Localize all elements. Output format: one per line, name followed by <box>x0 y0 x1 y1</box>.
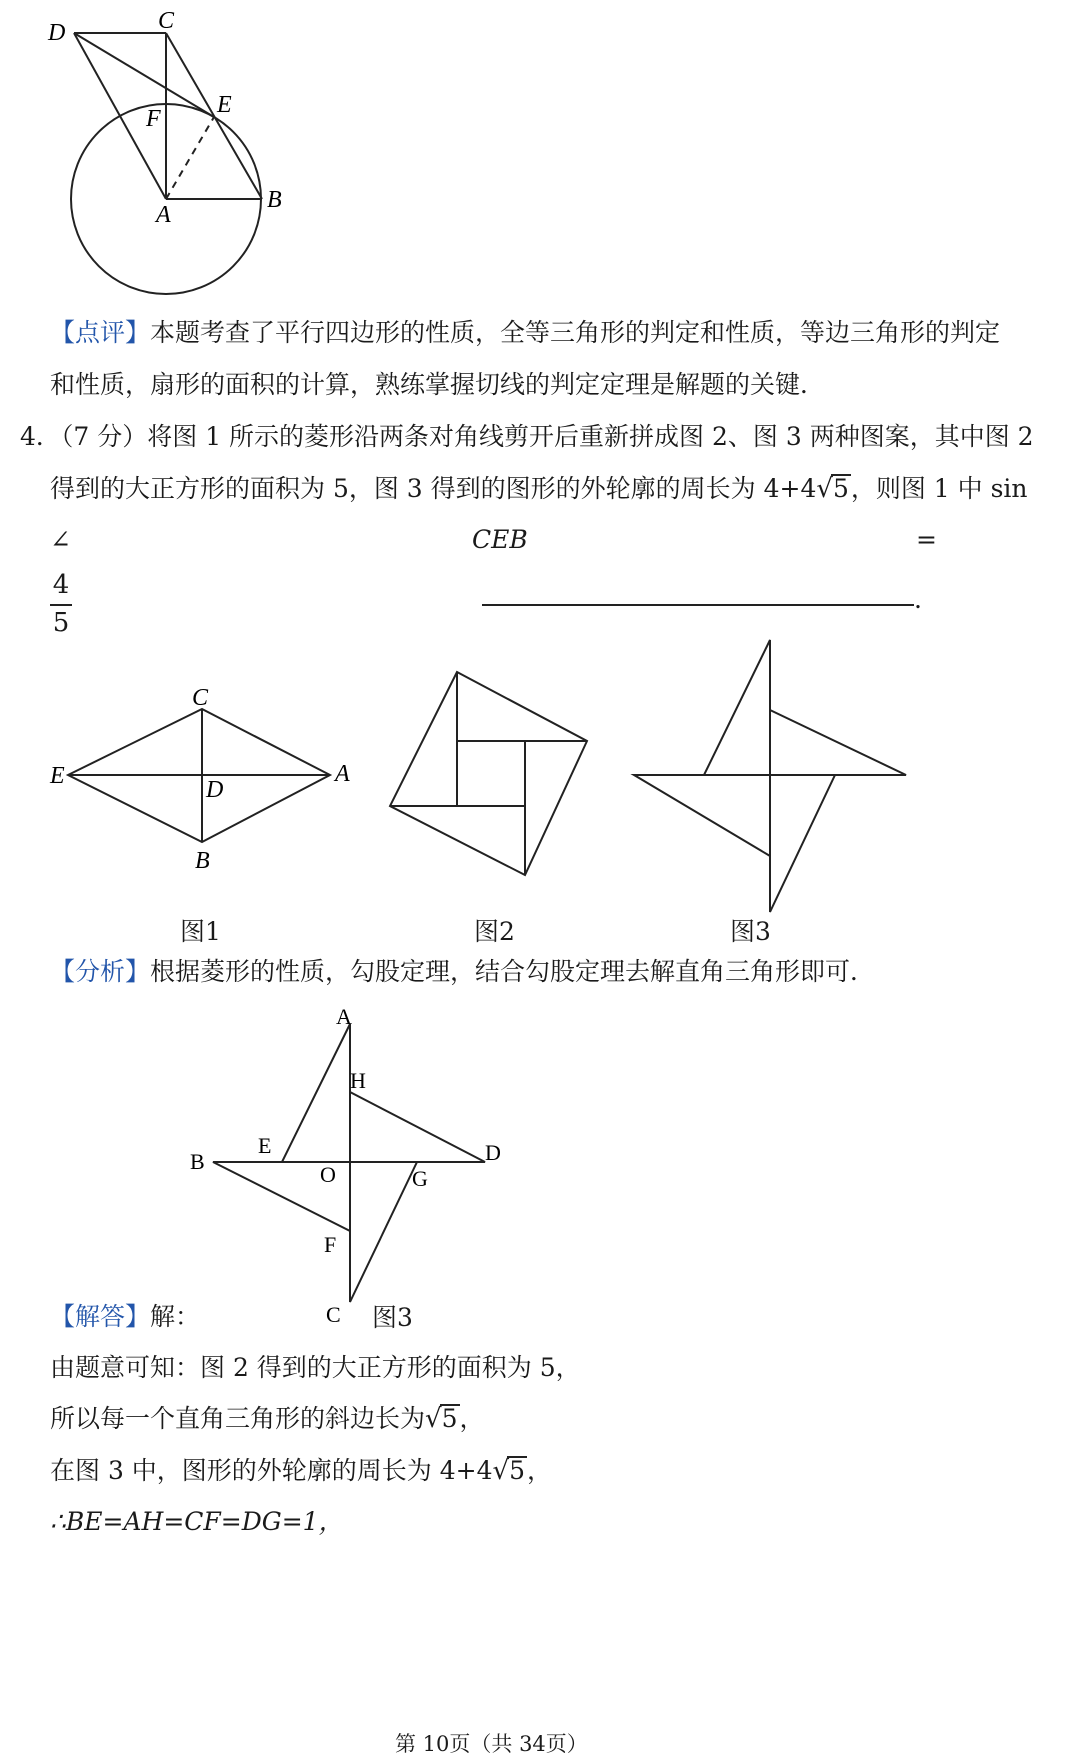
comment-tag: 【点评】 <box>50 318 151 347</box>
analysis-label-G: G <box>412 1166 428 1191</box>
angle-symbol: ∠ <box>50 525 71 554</box>
figure-circle-parallelogram <box>0 0 1080 330</box>
comment-line-2 <box>50 370 825 400</box>
solution-text-3b: ， <box>527 1456 553 1485</box>
equals-sign: = <box>916 525 937 554</box>
solution-line-3: 在图 3 中，图形的外轮廓的周长为 4+4√5， <box>50 1456 553 1486</box>
comment-text-2: 和性质，扇形的面积的计算，熟练掌握切线的判定定理是解题的关键． <box>50 370 826 399</box>
problem-line-2: 得到的大正方形的面积为 5，图 3 得到的图形的外轮廓的周长为 4+4√5，则图 1 中 sin <box>50 474 1028 504</box>
analysis-label-A: A <box>336 1004 352 1029</box>
analysis-label-E: E <box>258 1133 272 1158</box>
analysis-label-C: C <box>326 1302 341 1327</box>
solution-line-2: 所以每一个直角三角形的斜边长为√5， <box>50 1404 485 1434</box>
fig3-caption: 图3 <box>730 917 771 946</box>
solution-tag: 【解答】 <box>50 1302 151 1331</box>
fig1-label-D: D <box>206 777 224 803</box>
solution-text-3a: 在图 3 中，图形的外轮廓的周长为 4+4 <box>50 1456 493 1485</box>
label-D: D <box>48 20 66 46</box>
solution-text-2b: ， <box>459 1404 485 1433</box>
fig2-caption: 图2 <box>474 917 515 946</box>
figure-1-rhombus <box>0 680 400 940</box>
solution-intro: 解： <box>150 1302 201 1331</box>
analysis-line <box>50 957 875 987</box>
figure-analysis-pinwheel <box>180 1000 540 1330</box>
problem-text-2b: ，则图 1 中 sin <box>850 474 1028 503</box>
problem-line-1 <box>20 422 1034 452</box>
fig1-label-C: C <box>192 685 209 711</box>
answer-denominator: 5 <box>52 608 70 638</box>
label-E: E <box>217 92 232 118</box>
answer-numerator: 4 <box>52 570 70 600</box>
fig1-label-A: A <box>335 761 350 787</box>
comment-line-1 <box>50 318 1000 348</box>
answer-fraction <box>50 570 72 638</box>
solution-text-2a: 所以每一个直角三角形的斜边长为 <box>50 1404 426 1433</box>
analysis-label-O: O <box>320 1162 336 1187</box>
problem-radicand: 5 <box>832 474 849 503</box>
solution-line-1: 由题意可知：图 2 得到的大正方形的面积为 5， <box>50 1353 581 1382</box>
label-C: C <box>158 8 175 34</box>
solution-line-4: ∴BE=AH=CF=DG=1， <box>50 1507 344 1536</box>
answer-blank-line <box>482 604 914 606</box>
solution-radicand-3: 5 <box>509 1456 525 1485</box>
analysis-label-F: F <box>324 1232 337 1257</box>
fig1-label-E: E <box>50 763 65 789</box>
angle-name: CEB <box>472 525 528 554</box>
label-A: A <box>156 202 171 228</box>
problem-number: 4． <box>20 422 61 451</box>
analysis-label-H: H <box>350 1068 366 1093</box>
analysis-tag: 【分析】 <box>50 957 151 986</box>
problem-text-1: （7 分）将图 1 所示的菱形沿两条对角线剪开后重新拼成图 2、图 3 两种图案，其中图 2 <box>60 422 1034 451</box>
label-B: B <box>267 187 282 213</box>
page-footer: 第 10页（共 34页） <box>395 1732 588 1756</box>
fig1-caption: 图1 <box>180 917 221 946</box>
analysis-label-B: B <box>190 1149 205 1174</box>
fig1-label-B: B <box>195 848 210 874</box>
solution-radicand-2: 5 <box>441 1404 458 1433</box>
comment-text-1: 本题考查了平行四边形的性质，全等三角形的判定和性质，等边三角形的判定 <box>150 318 1001 347</box>
figure-3-pinwheel <box>620 630 920 920</box>
figure-2-square <box>380 660 640 920</box>
label-F: F <box>146 106 161 132</box>
analysis-fig-caption: 图3 <box>372 1303 413 1332</box>
answer-period: . <box>914 585 922 614</box>
analysis-text: 根据菱形的性质，勾股定理，结合勾股定理去解直角三角形即可． <box>150 957 876 986</box>
solution-header <box>50 1302 200 1332</box>
analysis-label-D: D <box>485 1140 501 1165</box>
problem-text-2a: 得到的大正方形的面积为 5，图 3 得到的图形的外轮廓的周长为 4+4 <box>50 474 817 503</box>
